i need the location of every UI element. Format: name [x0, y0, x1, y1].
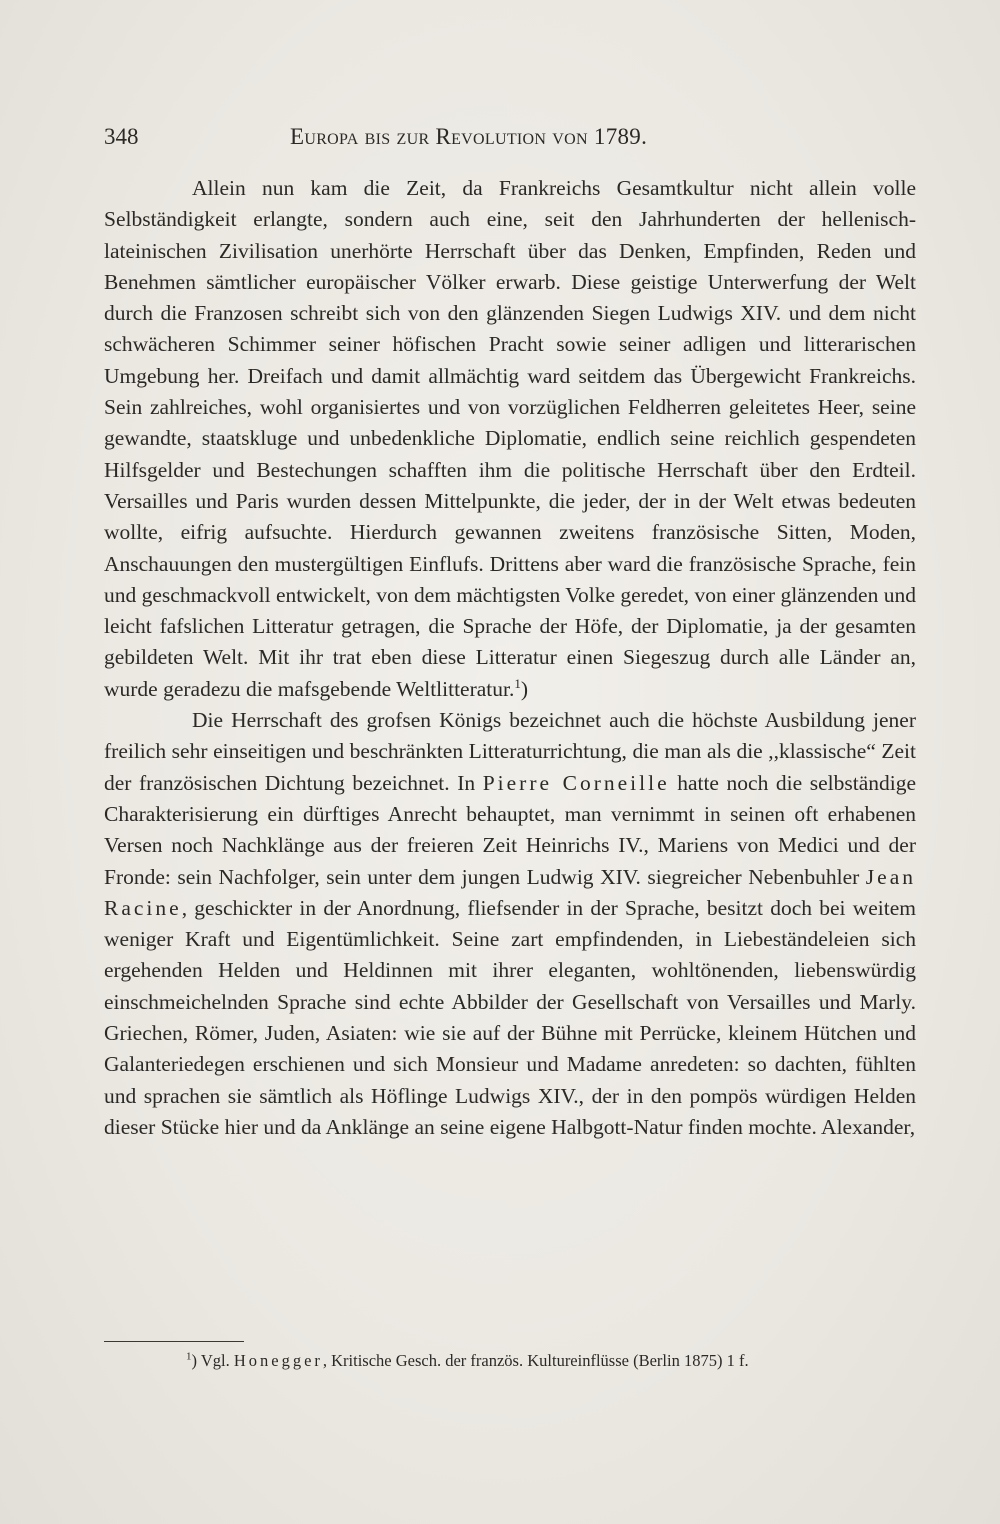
person-name-corneille: Pierre Corneille [482, 770, 670, 795]
body-text [104, 173, 916, 1143]
page-number: 348 [104, 124, 139, 149]
paragraph-2-text-b: hatte noch die selbständige Charakterisierung ein dürftiges Anrecht behauptet, man vernimmt in seinen oft erhabenen Versen noch Nachklänge aus der freieren Zeit Heinrichs IV., Mariens von Medici und der Fronde: sein Nachfolger, sein unter dem jungen Ludwig XIV. siegreicher Nebenbuhler [104, 770, 917, 889]
footnote-text-b: , Kritische Gesch. der französ. Kultureinflüsse (Berlin 1875) 1 f. [322, 1351, 749, 1370]
paragraph-1 [104, 173, 916, 705]
paragraph-2-text-c: , geschickter in der Anordnung, fliefsender in der Sprache, besitzt doch bei weitem weniger Kraft und Eigentümlichkeit. Seine zart empfindenden, in Liebeständeleien sich ergehenden Helden und Heldinnen mit ihrer eleganten, wohltönenden, liebenswürdig einschmeichelnden Sprache sind echte Abbilder der Gesellschaft von Versailles und Marly. Griechen, Römer, Juden, Asiaten: wie sie auf der Bühne mit Perrücke, kleinem Hütchen und Galanteriedegen erschienen und sich Monsieur und Madame anredeten: so dachten, fühlten und sprachen sie sämtlich als Höflinge Ludwigs XIV., der in den pompös würdigen Helden dieser Stücke hier und da Anklänge an seine eigene Halbgott-Natur finden mochte. Alexander, [104, 895, 916, 1139]
footnote-reference: 1 [514, 675, 521, 691]
paragraph-1-closing: ) [520, 676, 529, 701]
paragraph-1-text: Allein nun kam die Zeit, da Frankreichs Gesamtkultur nicht allein volle Selbständigkeit erlangte, sondern auch eine, seit den Jahrhunderten der hellenisch-lateinischen Zivilisation unerhörte Herrschaft über das Denken, Empfinden, Reden und Benehmen sämtlicher europäischer Völker erwarb. Diese geistige Unterwerfung der Welt durch die Franzosen schreibt sich von den glänzenden Siegen Ludwigs XIV. und dem nicht schwächeren Schimmer seiner höfischen Pracht sowie seiner adligen und litterarischen Umgebung her. Dreifach und damit allmächtig ward seitdem das Übergewicht Frankreichs. Sein zahlreiches, wohl organisiertes und von vorzüglichen Feldherren geleitetes Heer, seine gewandte, staatskluge und unbedenkliche Diplomatie, endlich seine reichlich gespendeten Hilfsgelder und Bestechungen schafften ihm die politische Herrschaft über den Erdteil. Versailles und Paris wurden dessen Mittelpunkte, die jeder, der in der Welt etwas bedeuten wollte, eifrig aufsuchte. Hierdurch gewannen zweitens französische Sitten, Moden, Anschauungen den mustergültigen Einflufs. Drittens aber ward die französische Sprache, fein und geschmackvoll entwickelt, von dem mächtigsten Volke geredet, von einer glänzenden und leicht fafslichen Litteratur getragen, die Sprache der Höfe, der Diplomatie, ja der gesamten gebildeten Welt. Mit ihr trat eben diese Litteratur einen Siegeszug durch alle Länder an, wurde geradezu die mafsgebende Weltlitteratur. [104, 176, 916, 701]
footnote-marker: 1 [186, 1350, 192, 1363]
person-name-racine: Jean Racine [104, 864, 916, 920]
paragraph-2 [104, 705, 916, 1143]
running-title: Europa bis zur Revolution von 1789. [290, 124, 648, 149]
footnote-text-a: ) Vgl. [191, 1351, 234, 1370]
paragraph-2-text-a: Die Herrschaft des grofsen Königs bezeichnet auch die höchste Ausbildung jener freilich sehr einseitigen und beschränkten Litteraturrichtung, die man als die ,,klassische“ Zeit der französischen Dichtung bezeichnet. In [104, 708, 916, 795]
page-header [104, 122, 916, 152]
footnote-divider [104, 1341, 244, 1342]
footnote [186, 1350, 926, 1372]
footnote-author: Honegger [233, 1351, 323, 1370]
